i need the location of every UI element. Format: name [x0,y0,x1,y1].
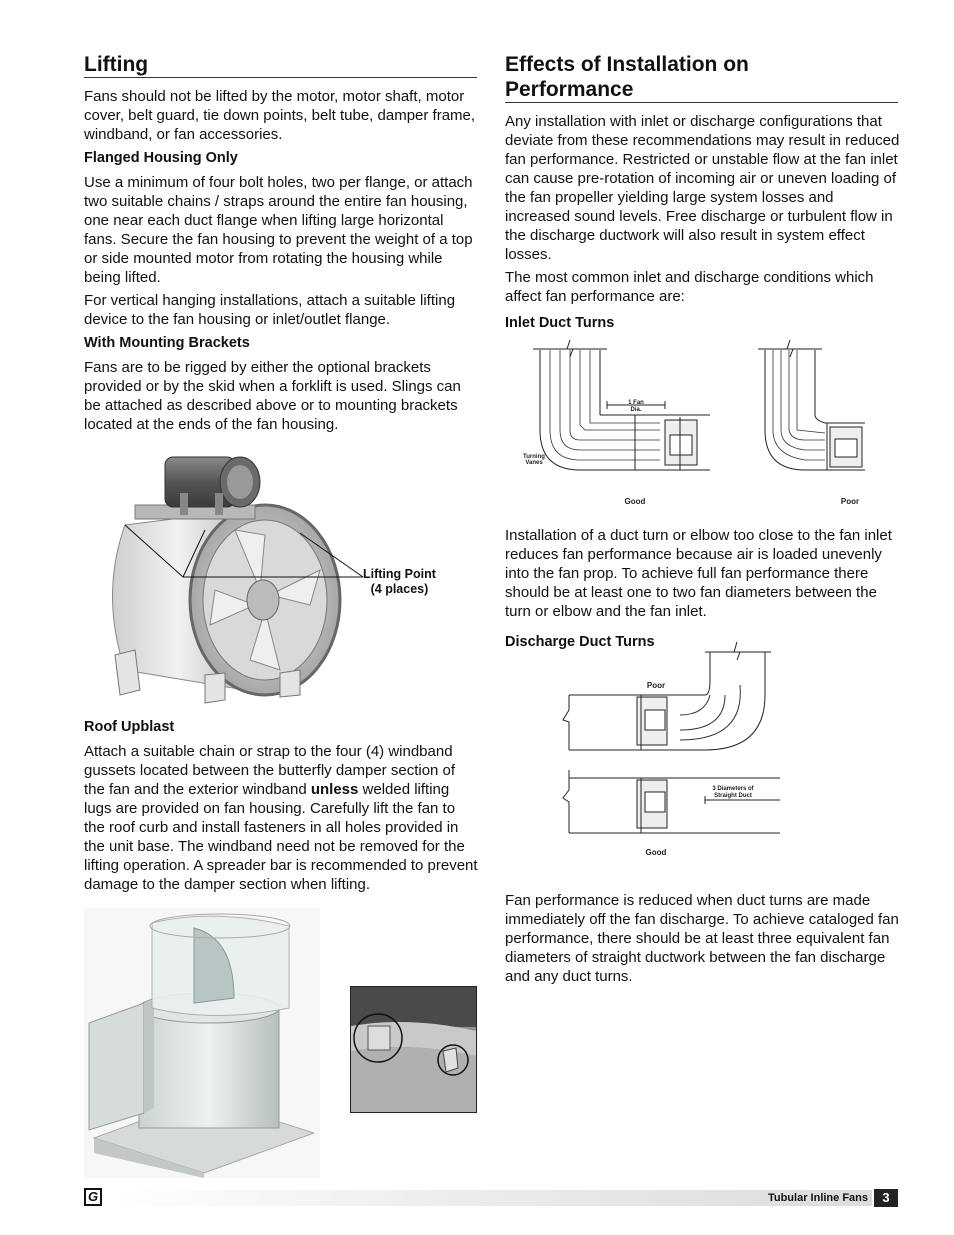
footer-title: Tubular Inline Fans [767,1192,868,1204]
lifting-point-count: (4 places) [370,582,429,596]
three-diameters-label-2: Straight Duct [714,793,752,799]
heading-rule [505,102,898,103]
fan-dia-label-2: Dia. [630,407,642,413]
discharge-good-label: Good [645,848,667,857]
inlet-poor-label: Poor [840,497,860,506]
mounting-brackets-paragraph: Fans are to be rigged by either the optional brackets provided or by the skid when a forklift is used. Slings can be attached as described above or to mounting brackets located at the ends of the fan housing. [84,359,461,433]
lifting-intro-paragraph: Fans should not be lifted by the motor, motor shaft, motor cover, belt guard, tie down points, belt tube, damper frame, windband, or fan accessories. [84,88,476,143]
flanged-housing-heading: Flanged Housing Only [84,150,238,166]
footer-gradient-bar [112,1190,872,1206]
flanged-paragraph-2: For vertical hanging installations, attach a suitable lifting device to the fan housing or inlet/outlet flange. [84,292,456,328]
heading-rule [84,77,477,78]
page-footer [84,1188,898,1208]
inlet-duct-turns-diagram [505,335,900,515]
tubular-fan-illustration [95,445,385,710]
page-number: 3 [874,1189,898,1207]
lifting-heading: Lifting [84,53,149,76]
discharge-duct-turns-diagram [555,640,780,885]
flanged-paragraph-1: Use a minimum of four bolt holes, two per flange, or attach two suitable chains / straps around the entire fan housing, one near each duct flange when lifting large horizontal fans. Secure the fan housing to prevent the weight of a top or side mounted motor from rotating the housing while being lifted. [84,174,473,286]
inlet-duct-turns-heading: Inlet Duct Turns [505,315,615,331]
roof-upblast-paragraph: Attach a suitable chain or strap to the four (4) windband gussets located between the butterfly damper section of the fan and the exterior windband unless welded lifting lugs are provided on fan housing. Carefully lift the fan to the roof curb and install fasteners in all holes provided in the unit base. The windband need not be removed for the lifting operation. A spreader bar is recommended to prevent damage to the damper section when lifting. [84,743,478,893]
lifting-lug-closeup-photo [350,986,477,1113]
mounting-brackets-heading: With Mounting Brackets [84,335,250,351]
unless-emphasis: unless [310,781,359,798]
discharge-duct-paragraph: Fan performance is reduced when duct turns are made immediately off the fan discharge. To achieve cataloged fan performance, there should be at least three equivalent fan diameters of straight ductwork between the fan discharge and any duct turns. [505,892,899,985]
effects-heading-line1: Effects of Installation on [505,53,749,76]
turning-vanes-label-2: Vanes [525,460,543,466]
roof-upblast-fan-illustration [84,908,320,1178]
three-diameters-label-1: 3 Diameters of [712,786,754,792]
effects-heading-line2: Performance [505,78,634,101]
discharge-poor-label: Poor [646,681,666,690]
lifting-point-label: Lifting Point [363,567,436,581]
inlet-duct-paragraph: Installation of a duct turn or elbow too close to the fan inlet reduces fan performance because air is loaded unevenly into the fan prop. To achieve full fan performance there should be at least one to two fan diameters between the turn or elbow and the fan inlet. [505,527,892,620]
effects-paragraph-1: Any installation with inlet or discharge configurations that deviate from these recommendations may result in reduced fan performance. Restricted or unstable flow at the fan inlet can cause pre-rotation of incoming air or uneven loading of the fan propeller yielding large system losses and increased sound levels. Free discharge or turbulent flow in the discharge ductwork will also result in system effect losses. [505,113,900,263]
inlet-good-label: Good [624,497,646,506]
fan-dia-label-1: 1 Fan [628,400,644,406]
greenheck-logo: G [84,1188,102,1206]
effects-paragraph-2: The most common inlet and discharge conditions which affect fan performance are: [505,269,874,305]
discharge-duct-turns-heading: Discharge Duct Turns [505,634,655,650]
turning-vanes-label-1: Turning [523,454,545,460]
roof-upblast-heading: Roof Upblast [84,719,175,735]
